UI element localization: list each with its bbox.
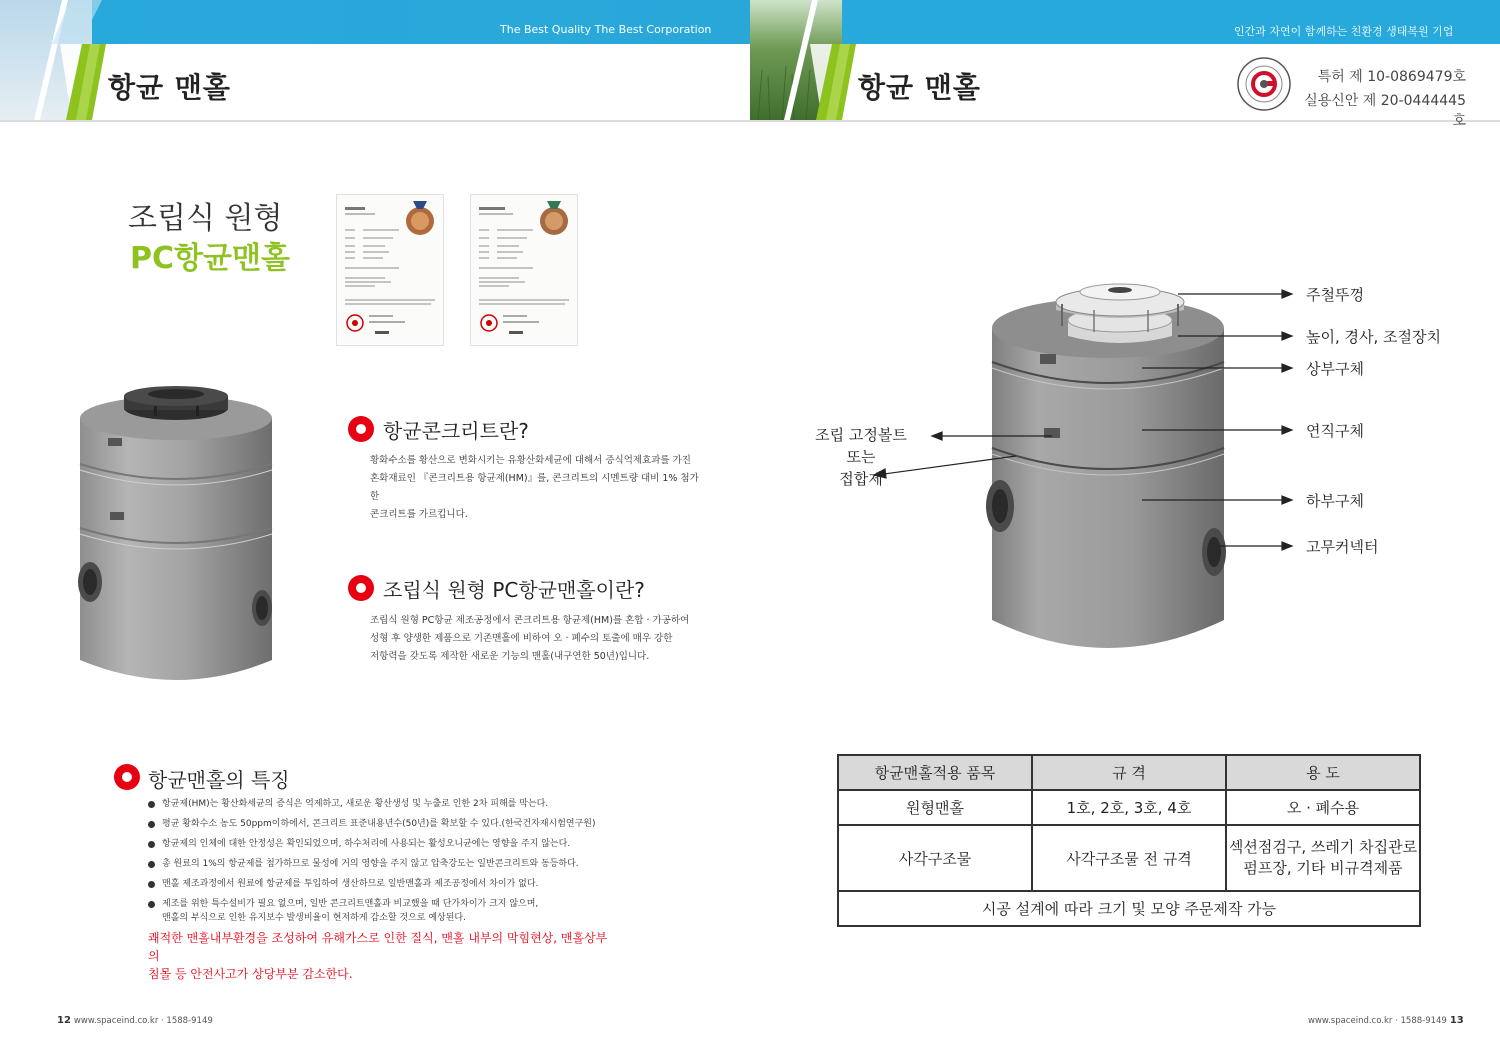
section1-body-line: 콘크리트를 가르킵니다. <box>370 509 468 520</box>
utility-model-number: 실용신안 제 20-0444445호 <box>1304 93 1466 129</box>
label-bolt-line: 접합제 <box>839 470 883 488</box>
section1-title: 항균콘크리트란? <box>383 419 529 443</box>
section-bullet-icon <box>348 416 374 442</box>
table-header-cell: 항균맨홀적용 품목 <box>838 755 1032 790</box>
feature-item: 평균 황화수소 농도 50ppm이하에서, 콘크리트 표준내용년수(50년)를 확보할 수 있다.(한국건자재시험연구원) <box>148 817 618 831</box>
label-lower: 하부구체 <box>1306 492 1364 510</box>
highlight-line: 침몰 등 안전사고가 상당부분 감소한다. <box>148 967 353 981</box>
section-bullet-icon <box>348 575 374 601</box>
section1-body-line: 황화수소를 황산으로 변화시키는 유황산화세균에 대해서 증식억제효과를 가진 <box>370 455 691 466</box>
feature-item: 총 원료의 1%의 항균제를 첨가하므로 물성에 거의 영향을 주지 않고 압축강도는 일반콘크리트와 동등하다. <box>148 857 618 871</box>
label-adjust: 높이, 경사, 조절장치 <box>1306 328 1441 346</box>
table-cell: 1호, 2호, 3호, 4호 <box>1032 790 1226 825</box>
table-cell: 오 · 폐수용 <box>1226 790 1420 825</box>
features-list <box>148 797 618 931</box>
feature-item-line: 제조를 위한 특수설비가 필요 없으며, 일반 콘크리트맨홀과 비교했을 때 단가차이가 크지 않으며, <box>162 899 539 909</box>
section1-body <box>370 452 705 524</box>
manhole-product-image <box>70 382 282 690</box>
feature-item: 항균제의 인체에 대한 안정성은 확인되었으며, 하수처리에 사용되는 활성오니균에는 영향을 주지 않는다. <box>148 837 618 851</box>
utility-model-certificate-image <box>470 194 578 346</box>
page-number: 12 <box>57 1015 71 1026</box>
feature-item-line: 맨홀의 부식으로 인한 유지보수 발생비율이 현저하게 감소할 것으로 예상된다. <box>162 913 466 923</box>
certification-seal-icon <box>1236 56 1292 112</box>
section-bullet-icon <box>114 764 140 790</box>
footer <box>1308 1015 1467 1026</box>
table-cell: 사각구조물 <box>838 825 1032 891</box>
label-cover: 주철뚜껑 <box>1306 286 1364 304</box>
label-upper: 상부구체 <box>1306 360 1364 378</box>
table-cell: 원형맨홀 <box>838 790 1032 825</box>
headline-line1: 조립식 원형 <box>128 201 283 236</box>
section2-body <box>370 612 705 666</box>
page-number: 13 <box>1449 1015 1464 1026</box>
label-vertical: 연직구체 <box>1306 422 1364 440</box>
footer <box>54 1015 213 1026</box>
feature-item: 맨홀 제조과정에서 원료에 항균제를 투입하여 생산하므로 일반맨홀과 제조공정에서 차이가 없다. <box>148 877 618 891</box>
spec-table <box>837 754 1421 927</box>
page-title: 항균 맨홀 <box>108 71 231 104</box>
header-slogan: 인간과 자연이 함께하는 친환경 생태복원 기업 <box>1234 25 1454 38</box>
section2-body-line: 조립식 원형 PC항균 제조공정에서 콘크리트용 항균제(HM)를 혼합 · 가공하여 <box>370 615 690 626</box>
footer-text: www.spaceind.co.kr · 1588-9149 <box>1308 1016 1447 1026</box>
table-note-row <box>838 891 1420 926</box>
section1-body-line: 혼화재료인 『콘크리트용 항균제(HM)』를, 콘크리트의 시멘트량 대비 1% 첨가한 <box>370 473 699 502</box>
table-header-row <box>838 755 1420 790</box>
patent-certificate-image <box>336 194 444 346</box>
feature-item: 항균제(HM)는 황산화세균의 증식은 억제하고, 새로운 황산생성 및 누출로 인한 2차 피해를 막는다. <box>148 797 618 811</box>
header-divider <box>0 120 750 122</box>
table-note: 시공 설계에 따라 크기 및 모양 주문제작 가능 <box>838 891 1420 926</box>
page-title: 항균 맨홀 <box>858 71 981 104</box>
footer-text: www.spaceind.co.kr · 1588-9149 <box>73 1016 213 1026</box>
patent-number: 특허 제 10-0869479호 <box>1317 69 1466 85</box>
label-bolt <box>806 424 916 490</box>
table-header-cell: 규 격 <box>1032 755 1226 790</box>
highlight-text <box>148 929 618 983</box>
table-cell-line: 섹션점검구, 쓰레기 차집관로 <box>1228 838 1418 856</box>
feature-item <box>148 897 618 925</box>
highlight-line: 쾌적한 맨홀내부환경을 조성하여 유해가스로 인한 질식, 맨홀 내부의 막힘현상, 맨홀상부의 <box>148 931 608 963</box>
features-title: 항균맨홀의 특징 <box>148 768 290 792</box>
right-page <box>750 0 1500 1060</box>
table-cell: 사각구조물 전 규격 <box>1032 825 1226 891</box>
table-cell <box>1226 825 1420 891</box>
header-slogan: The Best Quality The Best Corporation <box>500 23 712 36</box>
table-row <box>838 825 1420 891</box>
label-connector: 고무커넥터 <box>1306 538 1379 556</box>
label-bolt-line: 조립 고정볼트 <box>815 426 907 444</box>
section2-title: 조립식 원형 PC항균맨홀이란? <box>383 578 645 602</box>
section2-body-line: 성형 후 양생한 제품으로 기존맨홀에 비하여 오 · 폐수의 토출에 매우 강한 <box>370 633 673 644</box>
label-bolt-line: 또는 <box>846 448 876 466</box>
table-header-cell: 용 도 <box>1226 755 1420 790</box>
section2-body-line: 저항력을 갖도록 제작한 새로운 기능의 맨홀(내구연한 50년)입니다. <box>370 651 650 662</box>
headline-line2: PC항균맨홀 <box>130 241 290 276</box>
table-row <box>838 790 1420 825</box>
table-cell-line: 펌프장, 기타 비규격제품 <box>1243 859 1403 877</box>
